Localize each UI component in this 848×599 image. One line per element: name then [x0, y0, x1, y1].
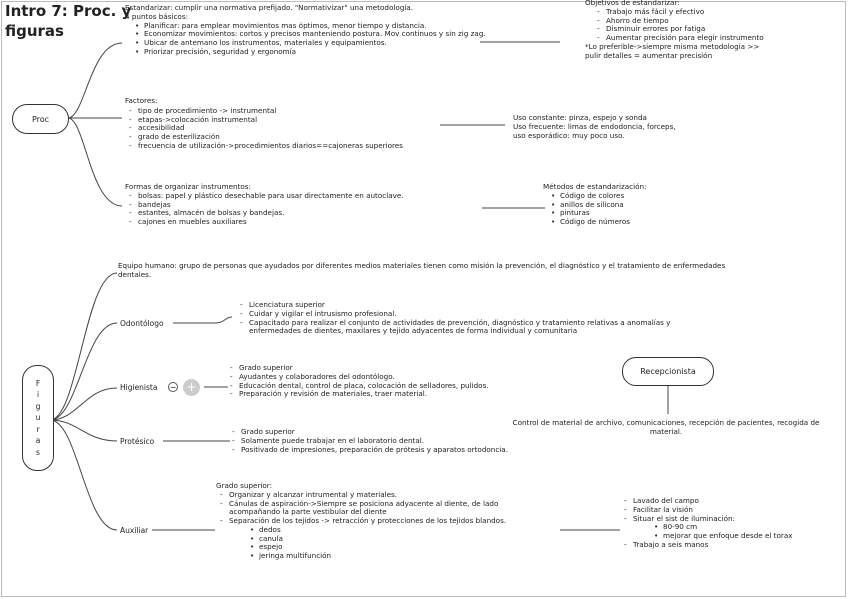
odontologo-item: - Cuidar y vigilar el intrusismo profesional.: [240, 310, 670, 319]
protesico-item: - Grado superior: [232, 428, 508, 437]
methods-heading: Métodos de estandarización:: [543, 182, 647, 191]
recepcionista-desc-line: Control de material de archivo, comunicaciones, recepción de pacientes, recogida de: [512, 418, 820, 427]
proc-branch-standard: [68, 43, 122, 118]
auxiliar-right-subitem: • 80-90 cm: [654, 523, 793, 532]
figuras-letter: s: [36, 447, 40, 457]
factors-item: - etapas->colocación instrumental: [129, 116, 403, 125]
factors-item: - grado de esterilización: [129, 133, 403, 142]
higienista-item: - Grado superior: [230, 364, 489, 373]
standard-heading: Estandarizar: cumplir una normativa prefijado. "Normativizar" una metodología.: [125, 3, 414, 12]
figuras-node[interactable]: [22, 365, 54, 471]
objectives-item: - Disminuir errores por fatiga: [597, 25, 764, 34]
link-odontologo: [173, 317, 232, 323]
recepcionista-desc-line: material.: [649, 426, 683, 436]
standard-item: • Priorizar precisión, seguridad y ergonomía: [135, 48, 486, 57]
auxiliar-right-subitem: • mejorar que enfoque desde el torax: [654, 532, 793, 541]
team-block: [118, 262, 725, 280]
objectives-item: - Ahorro de tiempo: [597, 17, 764, 26]
standard-item: • Planificar: para emplear movimientos mas óptimos, menor tiempo y distancia.: [135, 22, 486, 31]
usage-line: Uso constante: pinza, espejo y sonda: [513, 113, 647, 122]
fig-branch-team: [50, 273, 117, 420]
auxiliar-subitem: • dedos: [250, 526, 506, 535]
auxiliar-right-item: - Trabajo a seis manos: [624, 541, 793, 550]
factors-item: - frecuencia de utilización->procedimientos diarios==cajoneras superiores: [129, 142, 403, 151]
fig-branch-odontologo: [50, 323, 117, 420]
recepcionista-desc: [497, 419, 835, 437]
standard-sub: 4 puntos básicos:: [125, 11, 188, 21]
auxiliar-right-item: - Facilitar la visión: [624, 506, 793, 515]
auxiliar-item-cont: acompañando la parte vestibular del diente: [229, 507, 387, 517]
auxiliar-right-block: [624, 497, 793, 550]
objectives-block: [585, 0, 764, 60]
methods-block: [543, 183, 646, 227]
higienista-item: - Ayudantes y colaboradores del odontólogo.: [230, 373, 489, 382]
factors-heading: Factores:: [125, 96, 158, 105]
auxiliar-label[interactable]: Auxiliar: [120, 526, 149, 535]
auxiliar-block: [216, 482, 506, 561]
objectives-item: - Trabajo más fácil y efectivo: [597, 8, 764, 17]
figuras-letter: a: [35, 436, 41, 446]
auxiliar-item: - Cánulas de aspiración->Siempre se posiciona adyacente al diente, de lado: [220, 500, 506, 509]
auxiliar-subitem: • espejo: [250, 543, 506, 552]
standard-block: [125, 4, 486, 57]
methods-item: • Código de colores: [551, 192, 646, 201]
protesico-block: [232, 428, 508, 454]
fig-branch-protesico: [50, 420, 117, 441]
odontologo-item-cont: enfermedades de dientes, maxilares y tejido adyacentes de forma individual y comunitaria: [249, 326, 578, 336]
standard-item: • Economizar movimientos: cortos y precisos manteniendo postura. Mov continuos y sin zig zag.: [135, 30, 486, 39]
proc-node-label: Proc: [31, 114, 50, 124]
proc-node[interactable]: [12, 104, 69, 134]
factors-item: - tipo de procedimiento -> instrumental: [129, 107, 403, 116]
odontologo-item: - Licenciatura superior: [240, 301, 670, 310]
objectives-note: pulir detalles = aumentar precisión: [585, 50, 713, 60]
odontologo-label[interactable]: Odontólogo: [120, 319, 164, 328]
fig-branch-auxiliar: [50, 420, 117, 530]
auxiliar-item: - Separación de los tejidos -> retracción y protecciones de los tejidos blandos.: [220, 517, 506, 526]
auxiliar-subitem: • canula: [250, 535, 506, 544]
higienista-item: - Educación dental, control de placa, colocación de selladores, pulidos.: [230, 382, 489, 391]
figuras-letter: F: [35, 378, 41, 388]
higienista-block: [230, 364, 489, 399]
protesico-item: - Positivado de impresiones, preparación de prótesis y aparatos ortodoncia.: [232, 446, 508, 455]
recepcionista-node[interactable]: [622, 357, 714, 386]
organize-heading: Formas de organizar instrumentos:: [125, 182, 251, 191]
usage-line: uso esporádico: muy poco uso.: [513, 130, 625, 140]
usage-block: [513, 114, 676, 140]
objectives-note: *Lo preferible->siempre misma metodología >>: [585, 41, 760, 51]
organize-item: - cajones en muebles auxiliares: [129, 218, 404, 227]
figuras-letter: g: [35, 401, 41, 411]
factors-block: [125, 97, 403, 151]
methods-item: • pinturas: [551, 209, 646, 218]
protesico-item: - Solamente puede trabajar en el laboratorio dental.: [232, 437, 508, 446]
recepcionista-label: Recepcionista: [640, 367, 696, 376]
protesico-label[interactable]: Protésico: [120, 437, 155, 446]
organize-item: - bolsas: papel y plástico desechable para usar directamente en autoclave.: [129, 192, 404, 201]
proc-branch-organize: [68, 118, 122, 206]
team-line: Equipo humano: grupo de personas que ayudados por diferentes medios materiales tienen como misión la prevención, el diagnóstico y el tratamiento de enfermedades: [118, 261, 726, 270]
figuras-letter: r: [36, 424, 40, 434]
objectives-item: - Aumentar precisión para elegir instrumento: [597, 34, 764, 43]
factors-item: - accesibilidad: [129, 124, 403, 133]
higienista-label[interactable]: Higienista: [120, 383, 158, 392]
auxiliar-right-item: - Situar el sist de iluminación:: [624, 515, 793, 524]
standard-item: • Ubicar de antemano los instrumentos, materiales y equipamientos.: [135, 39, 486, 48]
odontologo-item: - Capacitado para realizar el conjunto de actividades de prevención, diagnóstico y tratamiento relativas a anomalías y: [240, 319, 670, 328]
organize-block: [125, 183, 404, 227]
odontologo-block: [240, 301, 670, 336]
higienista-item: - Preparación y revisión de materiales, traer material.: [230, 390, 489, 399]
organize-item: - bandejas: [129, 201, 404, 210]
usage-line: Uso frecuente: limas de endodoncia, forceps,: [513, 121, 676, 131]
add-node-icon[interactable]: +: [183, 379, 200, 396]
team-line: dentales.: [118, 269, 152, 279]
page-title: Intro 7: Proc. y figuras: [5, 2, 132, 40]
auxiliar-subitem: • jeringa multifunción: [250, 552, 506, 561]
methods-item: • Código de números: [551, 218, 646, 227]
auxiliar-heading: Grado superior:: [216, 481, 273, 490]
figuras-letter: u: [35, 413, 41, 423]
organize-item: - estantes, almacén de bolsas y bandejas.: [129, 209, 404, 218]
methods-item: • anillos de silicona: [551, 201, 646, 210]
figuras-letter: i: [36, 390, 40, 400]
auxiliar-item: - Organizar y alcanzar intrumental y materiales.: [220, 491, 506, 500]
objectives-heading: Objetivos de estandarizar:: [585, 0, 680, 7]
auxiliar-right-item: - Lavado del campo: [624, 497, 793, 506]
collapse-icon[interactable]: −: [169, 383, 177, 392]
